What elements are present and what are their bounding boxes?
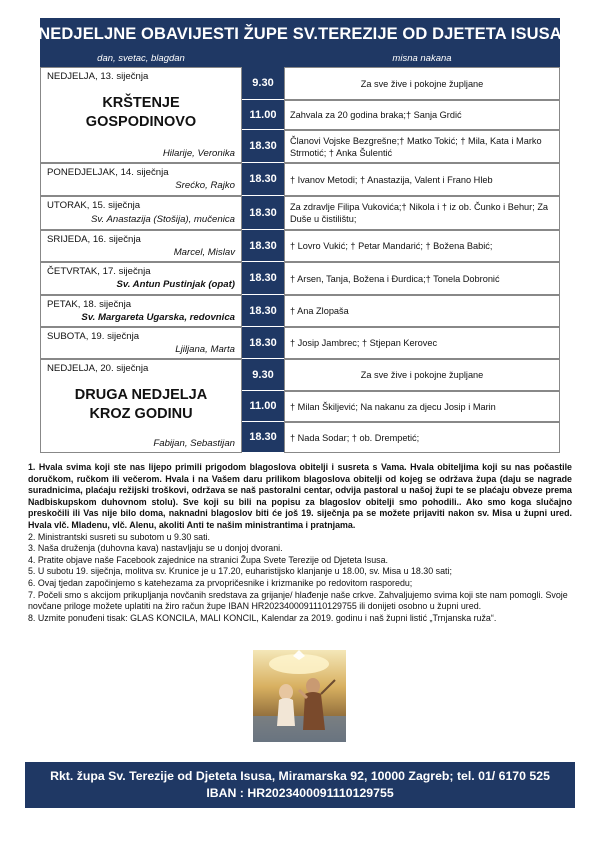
mass-time: 18.30 xyxy=(242,262,284,295)
mass-time: 11.00 xyxy=(242,391,284,422)
baptism-of-jesus-image xyxy=(253,650,346,742)
day-cell xyxy=(40,67,242,163)
mass-time: 18.30 xyxy=(242,327,284,359)
saint-name: Srećko, Rajko xyxy=(175,180,235,191)
notice-item: 6. Ovaj tjedan započinjemo s katehezama za prvopričesnike i krizmanike po redovitom rasporedu; xyxy=(28,577,413,588)
saint-name: Sv. Anastazija (Stošija), mučenica xyxy=(91,214,235,225)
day-cell xyxy=(40,230,242,262)
mass-intention: † Ivanov Metodi; † Anastazija, Valent i Frano Hleb xyxy=(284,163,560,196)
mass-time: 18.30 xyxy=(242,163,284,196)
mass-intention: † Nada Sodar; † ob. Drempetić; xyxy=(284,422,560,453)
mass-time: 9.30 xyxy=(242,359,284,391)
mass-time: 18.30 xyxy=(242,422,284,453)
mass-intention: Za zdravlje Filipa Vukovića;† Nikola i † iz ob. Čunko i Behur; Za Duše u čistilištu; xyxy=(284,196,560,230)
feast-line: KROZ GODINU xyxy=(89,406,193,422)
notice-item: 3. Naša druženja (duhovna kava) nastavljaju se u donjoj dvorani. xyxy=(28,543,283,554)
mass-time: 11.00 xyxy=(242,100,284,130)
day-cell xyxy=(40,196,242,230)
day-cell xyxy=(40,295,242,327)
feast-line: KRŠTENJE xyxy=(102,95,180,111)
saint-name: Ljiljana, Marta xyxy=(175,344,235,355)
mass-intention: † Arsen, Tanja, Božena i Đurdica;† Tonela Dobronić xyxy=(284,262,560,295)
day-name: PETAK, 18. siječnja xyxy=(47,299,132,310)
saint-name: Hilarije, Veronika xyxy=(162,148,235,159)
mass-intention: † Milan Škiljević; Na nakanu za djecu Josip i Marin xyxy=(284,391,560,422)
day-name: SUBOTA, 19. siječnja xyxy=(47,331,140,342)
notice-item: 5. U subotu 19. siječnja, molitva sv. Krunice je u 17.20, euharistijsko klanjanje u 18.00, sv. Misa u 18.30 sati; xyxy=(28,566,452,577)
mass-time: 18.30 xyxy=(242,196,284,230)
day-name: NEDJELJA, 20. siječnja xyxy=(47,363,149,374)
column-header-day: dan, svetac, blagdan xyxy=(97,53,185,64)
mass-time: 9.30 xyxy=(242,67,284,100)
feast-line: GOSPODINOVO xyxy=(85,114,197,130)
notice-item: 8. Uzmite ponuđeni tisak: GLAS KONCILA, MALI KONCIL, Kalendar za 2019. godinu i naš župni listić „Trnjanska ruža“. xyxy=(28,612,497,623)
day-name: ČETVRTAK, 17. siječnja xyxy=(47,266,151,277)
page-title: NEDJELJNE OBAVIJESTI ŽUPE SV.TEREZIJE OD DJETETA ISUSA xyxy=(40,18,560,50)
mass-intention: † Josip Jambrec; † Stjepan Kerovec xyxy=(284,327,560,359)
saint-name: Fabijan, Sebastijan xyxy=(153,438,235,449)
footer-iban: IBAN : HR2023400091110129755 xyxy=(206,786,394,800)
saint-name: Sv. Margareta Ugarska, redovnica xyxy=(81,312,235,323)
mass-intention: Za sve žive i pokojne župljane xyxy=(284,359,560,391)
notice-item: 4. Pratite objave naše Facebook zajednice na stranici Župa Svete Terezije od Djeteta Isusa. xyxy=(28,554,388,565)
day-cell xyxy=(40,359,242,453)
table-header xyxy=(40,50,560,67)
day-cell xyxy=(40,163,242,196)
column-header-intention: misna nakana xyxy=(392,53,452,64)
mass-time: 18.30 xyxy=(242,130,284,163)
saint-name: Marcel, Mislav xyxy=(173,247,235,258)
mass-intention: † Ana Zlopaša xyxy=(284,295,560,327)
mass-intention: Zahvala za 20 godina braka;† Sanja Grdić xyxy=(284,100,560,130)
mass-time: 18.30 xyxy=(242,230,284,262)
footer-address: Rkt. župa Sv. Terezije od Djeteta Isusa, Miramarska 92, 10000 Zagreb; tel. 01/ 6170 525 xyxy=(50,769,550,783)
day-name: PONEDJELJAK, 14. siječnja xyxy=(47,167,169,178)
mass-intention: † Lovro Vukić; † Petar Mandarić; † Božena Babić; xyxy=(284,230,560,262)
feast-line: DRUGA NEDJELJA xyxy=(74,387,208,403)
saint-name: Sv. Antun Pustinjak (opat) xyxy=(116,279,235,290)
notices xyxy=(28,462,572,624)
day-cell xyxy=(40,327,242,359)
day-cell xyxy=(40,262,242,295)
mass-schedule xyxy=(40,67,560,453)
notice-item: 7. Počeli smo s akcijom prikupljanja novčanih sredstava za grijanje/ hlađenje naše crkve. Zahvaljujemo svima koji ste nam pomogli. Svoje novčane priloge možete uplatiti na žiro račun župe IBAN HR2023400091110129755 ili donijeti osobno u župni ured. xyxy=(28,589,568,612)
mass-time: 18.30 xyxy=(242,295,284,327)
feast-title xyxy=(41,94,241,132)
mass-intention: Članovi Vojske Bezgrešne;† Matko Tokić; † Mila, Kata i Marko Strmotić; † Anka Šulentić xyxy=(284,130,560,163)
parish-contact-footer xyxy=(25,762,575,808)
day-name: SRIJEDA, 16. siječnja xyxy=(47,234,141,245)
day-name: UTORAK, 15. siječnja xyxy=(47,200,141,211)
mass-intention: Za sve žive i pokojne župljane xyxy=(284,67,560,100)
baptism-illustration xyxy=(253,650,346,742)
feast-title xyxy=(41,386,241,424)
notice-item: 2. Ministrantski susreti su subotom u 9.30 sati. xyxy=(28,531,211,542)
notice-item: 1. Hvala svima koji ste nas lijepo primili prigodom blagoslova obitelji i susreta s Vama. Hvala obiteljima koji su nas počastile doručkom, ručkom ili večerom. Hvala i na Vašem daru prilikom blagoslova obitelji od kojeg se održava župa (daju se nagrade suradnicima, plaćaju režijski troškovi, održava se naš pastoralni centar, odvija pastoral u našoj župi te se plaćaju obveze prema Nadbiskupskom duhovnom stolu). Sve koji su bili na popisu za blagoslov obitelji smo pohodili.. Ako smo koga slučajno preskočili ili Vas nije bilo doma, naknadni blagoslov biti će još 19. siječnja pa se možete prijaviti nakon sv. Misa u župni ured. Hvala vlč. Mladenu, vlč. Alenu, akoliti Anti te našim ministrantima i pratnjama. xyxy=(28,462,572,530)
day-name: NEDJELJA, 13. siječnja xyxy=(47,71,149,82)
